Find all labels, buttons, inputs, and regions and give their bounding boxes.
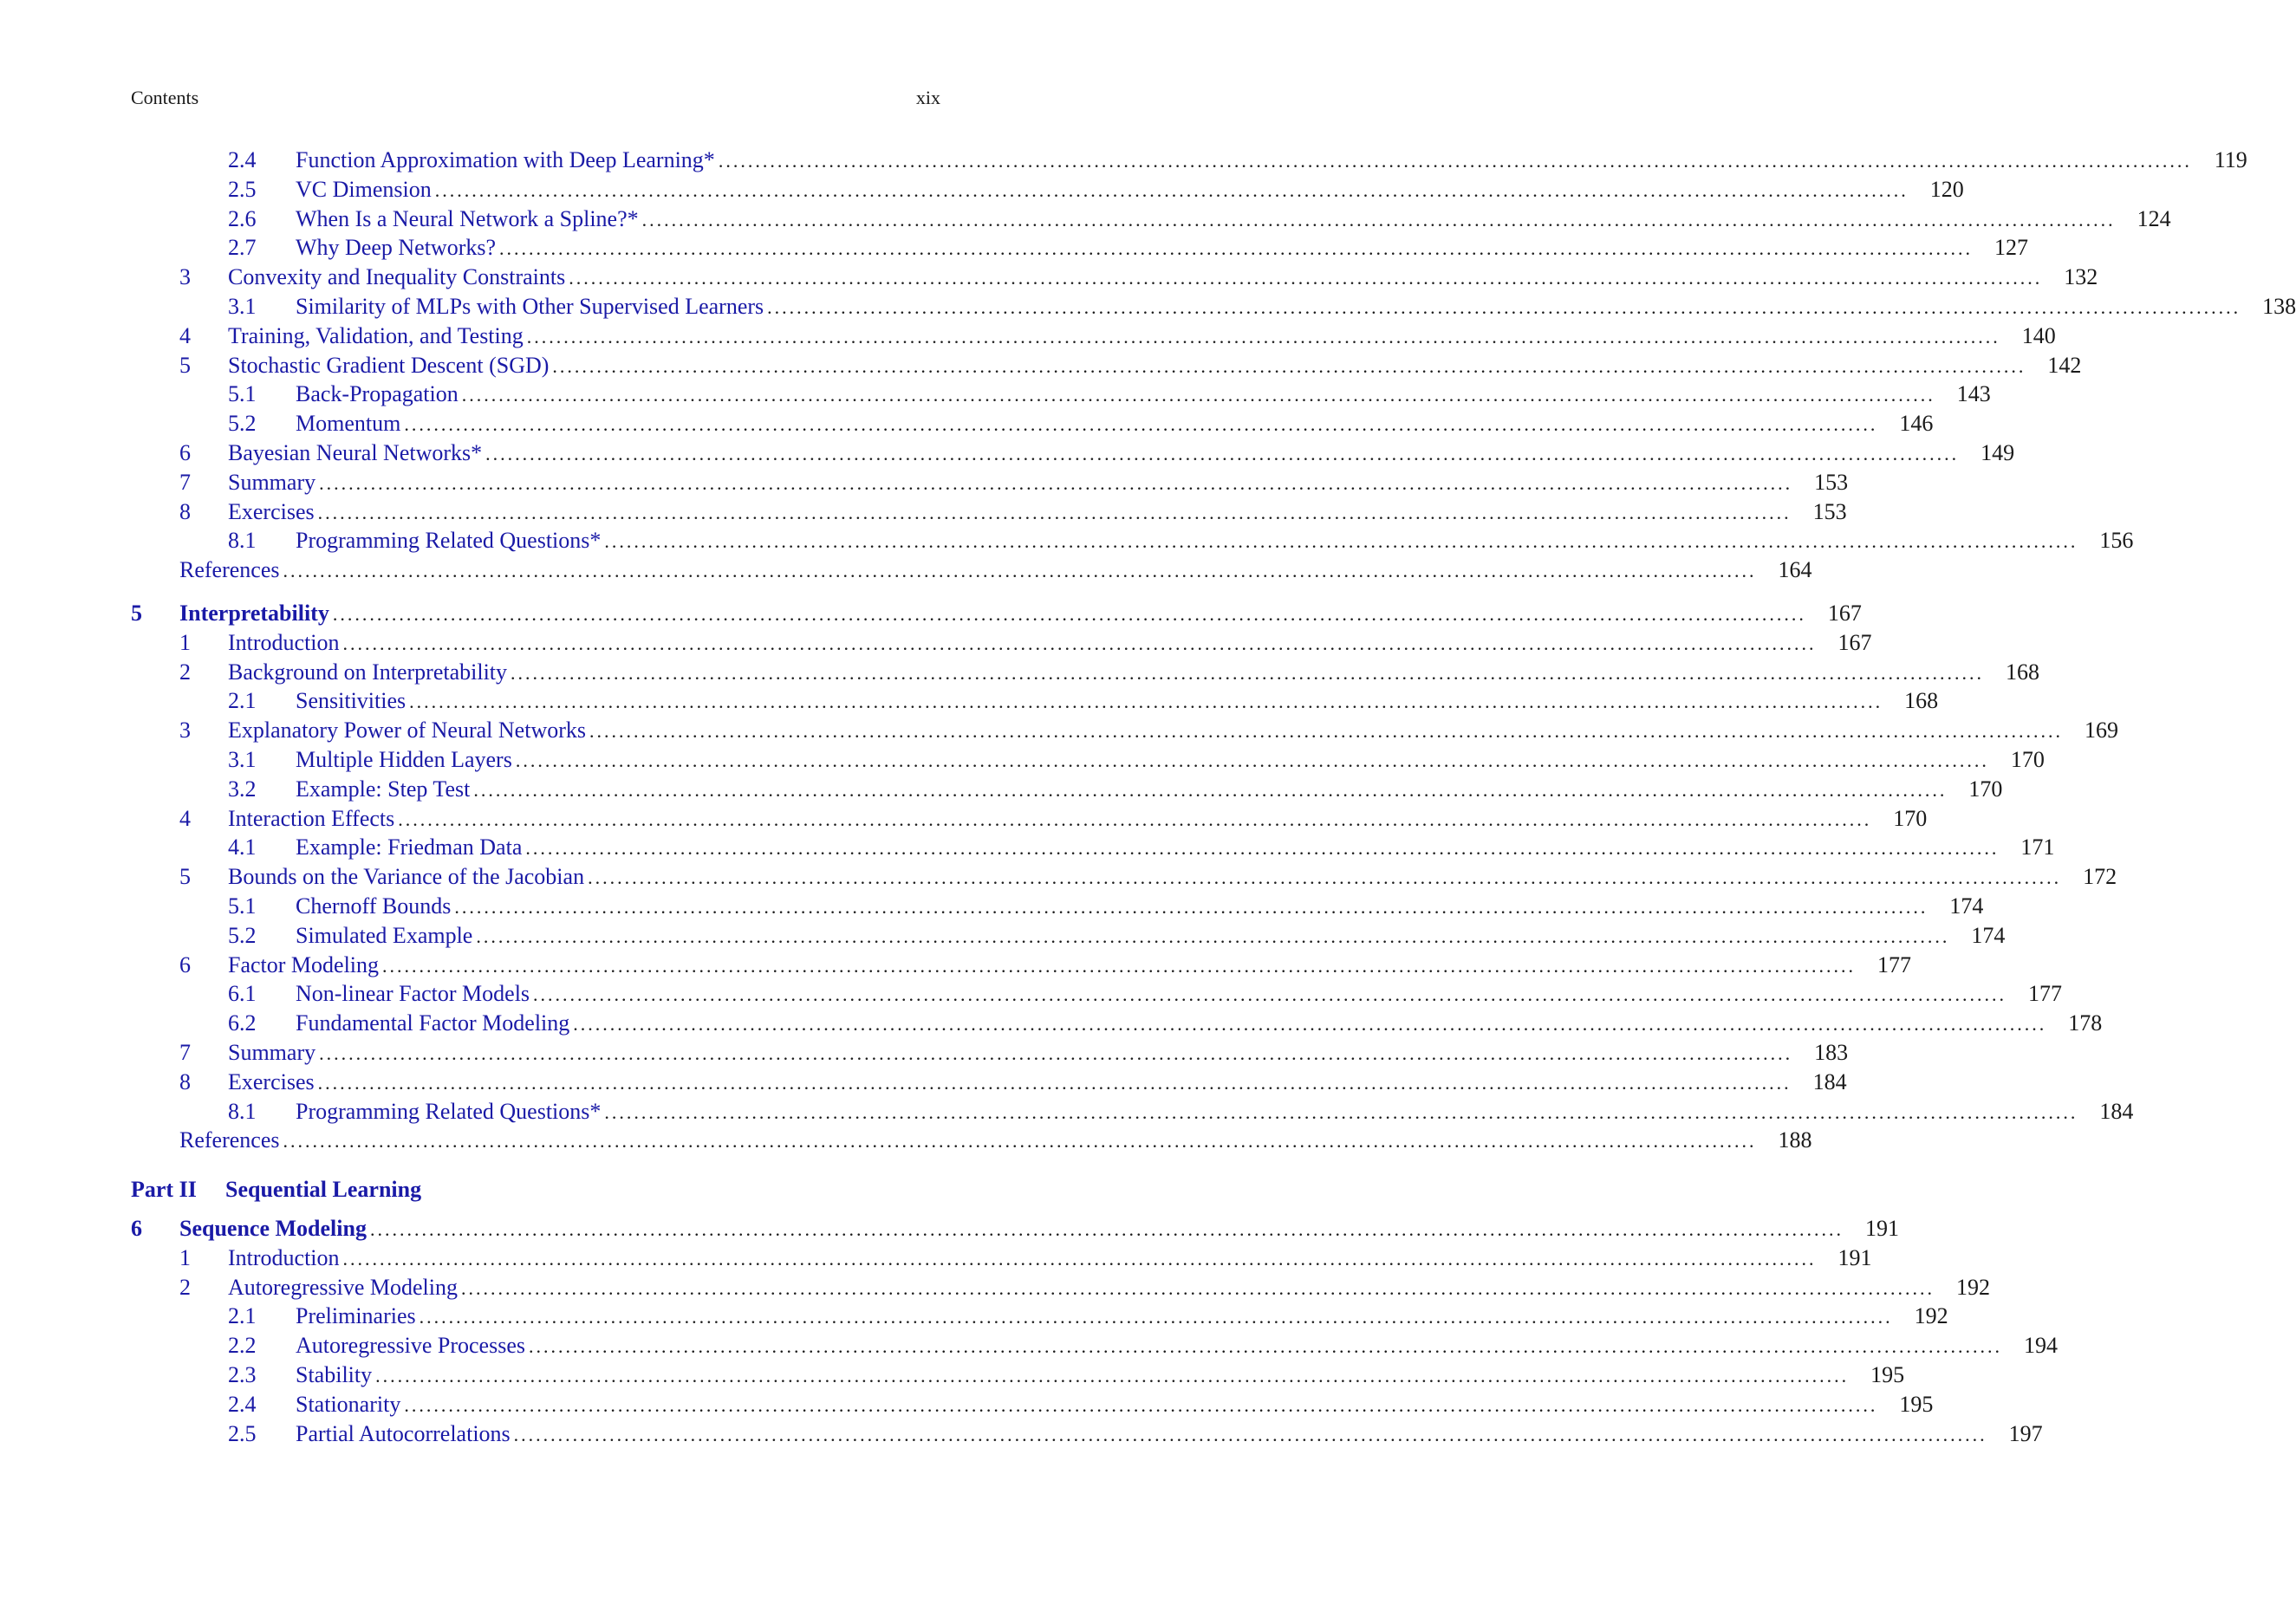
toc-entry-page: 127 bbox=[1994, 235, 2029, 261]
toc-entry-line bbox=[179, 555, 1812, 586]
dot-leader: ........................................................................................................................................................................................................ bbox=[641, 208, 2116, 231]
toc-entry[interactable] bbox=[131, 146, 2247, 175]
toc-entry-line bbox=[296, 833, 2055, 863]
toc-entry[interactable] bbox=[131, 658, 2040, 687]
dot-leader: ........................................................................................................................................................................................................ bbox=[283, 1130, 1757, 1153]
toc-entry[interactable] bbox=[131, 263, 2098, 292]
toc-entry-line bbox=[296, 146, 2247, 176]
toc-entry-page: 132 bbox=[2064, 264, 2098, 290]
toc-entry-number: 5.1 bbox=[228, 893, 257, 919]
toc-entry[interactable] bbox=[131, 628, 1872, 658]
dot-leader: ........................................................................................................................................................................................................ bbox=[573, 1013, 2047, 1036]
toc-entry-title[interactable]: Stationarity bbox=[296, 1390, 404, 1419]
toc-entry-page: 197 bbox=[2008, 1420, 2043, 1446]
toc-entry-number: 2.6 bbox=[228, 205, 257, 231]
toc-entry[interactable] bbox=[131, 438, 2015, 468]
dot-leader: ........................................................................................................................................................................................................ bbox=[515, 749, 1989, 771]
dot-leader: ........................................................................................................................................................................................................ bbox=[461, 1276, 1935, 1299]
toc-entry-number: 6.1 bbox=[228, 981, 257, 1007]
toc-entry-title[interactable]: Example: Friedman Data bbox=[296, 833, 525, 862]
dot-leader: ........................................................................................................................................................................................................ bbox=[409, 691, 1883, 713]
dot-leader: ........................................................................................................................................................................................................ bbox=[382, 954, 1857, 977]
part-label: Part II bbox=[131, 1177, 197, 1203]
toc-entry-title[interactable]: Factor Modeling bbox=[228, 951, 382, 980]
toc-entry-line bbox=[296, 921, 2006, 951]
dot-leader: ........................................................................................................................................................................................................ bbox=[473, 778, 1948, 801]
toc-entry-number: 5.2 bbox=[228, 922, 257, 948]
toc-entry-line bbox=[228, 1068, 1847, 1098]
toc-entry-page: 172 bbox=[2083, 864, 2117, 890]
toc-entry-number: 2.4 bbox=[228, 147, 257, 172]
toc-entry[interactable] bbox=[131, 292, 2296, 321]
toc-entry-title[interactable]: Summary bbox=[228, 468, 319, 497]
dot-leader: ........................................................................................................................................................................................................ bbox=[604, 1101, 2078, 1123]
toc-entry-number: 2.5 bbox=[228, 1420, 257, 1446]
toc-entry-line bbox=[228, 438, 2015, 469]
toc-entry-page: 171 bbox=[2020, 834, 2055, 860]
toc-entry-line bbox=[228, 1244, 1872, 1274]
toc-entry-page: 184 bbox=[1812, 1068, 1847, 1094]
toc-entry-number: 3.1 bbox=[228, 746, 257, 772]
toc-entry-title[interactable]: Convexity and Inequality Constraints bbox=[228, 263, 569, 292]
toc-entry[interactable] bbox=[131, 1009, 2103, 1038]
toc-entry-number: 3 bbox=[179, 264, 191, 290]
toc-entry-line bbox=[228, 468, 1849, 498]
toc-chapter-entry[interactable] bbox=[131, 1214, 1899, 1244]
toc-entry-number: 6 bbox=[131, 1216, 142, 1242]
dot-leader: ........................................................................................................................................................................................................ bbox=[454, 895, 1929, 918]
toc-entry-page: 177 bbox=[2028, 981, 2063, 1007]
dot-leader: ........................................................................................................................................................................................................ bbox=[476, 925, 1950, 947]
toc-entry-page: 169 bbox=[2085, 718, 2118, 744]
toc-entry-page: 143 bbox=[1956, 381, 1991, 407]
dot-leader: ........................................................................................................................................................................................................ bbox=[375, 1365, 1850, 1387]
toc-entry-number: 2.5 bbox=[228, 176, 257, 202]
toc-entry-number: 3 bbox=[179, 718, 191, 744]
toc-entry[interactable] bbox=[131, 1068, 1847, 1097]
dot-leader: ........................................................................................................................................................................................................ bbox=[317, 1071, 1792, 1094]
toc-entry[interactable] bbox=[131, 892, 1984, 921]
toc-entry-number: 8.1 bbox=[228, 1098, 257, 1124]
toc-entry[interactable] bbox=[131, 775, 2003, 804]
toc-entry-page: 192 bbox=[1956, 1274, 1991, 1300]
dot-leader: ........................................................................................................................................................................................................ bbox=[767, 295, 2241, 318]
part-title: Sequential Learning bbox=[225, 1177, 422, 1203]
toc-entry-page: 149 bbox=[1981, 439, 2015, 465]
toc-entry-number: 7 bbox=[179, 469, 191, 495]
dot-leader: ........................................................................................................................................................................................................ bbox=[434, 179, 1909, 201]
toc-entry-number: 3.2 bbox=[228, 776, 257, 802]
toc-entry-number: 5.1 bbox=[228, 381, 257, 407]
header-page-number: xix bbox=[915, 87, 940, 108]
toc-entry-line bbox=[296, 745, 2045, 776]
toc-entry-page: 170 bbox=[1893, 805, 1928, 831]
toc-entry[interactable] bbox=[131, 804, 1928, 834]
toc-entry-line bbox=[296, 1419, 2043, 1450]
toc-entry-title[interactable]: Exercises bbox=[228, 1068, 318, 1097]
toc-entry-page: 124 bbox=[2137, 205, 2171, 231]
toc-entry-title[interactable]: Example: Step Test bbox=[296, 775, 473, 804]
toc-entry-title[interactable]: References bbox=[179, 555, 283, 585]
toc-entry-page: 167 bbox=[1827, 600, 1862, 626]
toc-entry-title[interactable]: Fundamental Factor Modeling bbox=[296, 1009, 573, 1038]
toc-entry-page: 168 bbox=[1904, 688, 1939, 714]
toc-entry-line bbox=[228, 804, 1928, 834]
toc-entry-line bbox=[296, 292, 2296, 322]
toc-entry[interactable] bbox=[131, 351, 2082, 380]
running-header bbox=[131, 84, 940, 112]
toc-entry-title[interactable]: Interpretability bbox=[179, 599, 333, 628]
toc-entry-number: 6 bbox=[179, 439, 191, 465]
toc-entry-number: 4 bbox=[179, 805, 191, 831]
dot-leader: ........................................................................................................................................................................................................ bbox=[588, 867, 2062, 889]
toc-entry-line bbox=[228, 951, 1912, 981]
dot-leader: ........................................................................................................................................................................................................ bbox=[525, 837, 2000, 860]
toc-entry-title[interactable]: Programming Related Questions* bbox=[296, 1097, 604, 1127]
toc-entry-title[interactable]: Summary bbox=[228, 1038, 319, 1068]
part-heading[interactable] bbox=[131, 1172, 940, 1207]
dot-leader: ........................................................................................................................................................................................................ bbox=[319, 471, 1793, 494]
toc-entry-page: 174 bbox=[1949, 893, 1984, 919]
toc-entry-title[interactable]: Introduction bbox=[228, 1244, 343, 1273]
toc-entry-page: 120 bbox=[1929, 176, 1964, 202]
toc-entry-title[interactable]: Multiple Hidden Layers bbox=[296, 745, 516, 775]
toc-entry-number: 2.1 bbox=[228, 1303, 257, 1329]
toc-block-chapter6 bbox=[131, 1214, 2058, 1448]
dot-leader: ........................................................................................................................................................................................................ bbox=[589, 720, 2063, 743]
toc-entry-line bbox=[228, 658, 2040, 688]
table-of-contents bbox=[131, 146, 2296, 1448]
toc-entry-line bbox=[296, 1331, 2058, 1361]
toc-entry-number: 4 bbox=[179, 322, 191, 348]
dot-leader: ........................................................................................................................................................................................................ bbox=[369, 1218, 1844, 1241]
dot-leader: ........................................................................................................................................................................................................ bbox=[718, 150, 2192, 172]
header-section-title: Contents bbox=[131, 87, 199, 108]
toc-entry-title[interactable]: Bounds on the Variance of the Jacobian bbox=[228, 862, 588, 892]
dot-leader: ........................................................................................................................................................................................................ bbox=[513, 1423, 1987, 1445]
toc-entry-page: 191 bbox=[1837, 1244, 1872, 1270]
toc-entry[interactable] bbox=[131, 468, 1849, 497]
toc-entry-line bbox=[228, 716, 2118, 746]
toc-entry-number: 2 bbox=[179, 1274, 191, 1300]
toc-entry-page: 192 bbox=[1914, 1303, 1948, 1329]
toc-entry-line bbox=[228, 351, 2082, 381]
dot-leader: ........................................................................................................................................................................................................ bbox=[604, 530, 2078, 553]
toc-entry-line bbox=[296, 233, 2029, 263]
toc-entry-title[interactable]: References bbox=[179, 1126, 283, 1155]
toc-entry-title[interactable]: Why Deep Networks? bbox=[296, 233, 499, 263]
toc-chapter-entry[interactable] bbox=[131, 599, 1862, 628]
toc-references-entry[interactable] bbox=[131, 1126, 1812, 1155]
toc-entry-page: 140 bbox=[2021, 322, 2056, 348]
toc-entry-page: 188 bbox=[1778, 1127, 1812, 1153]
toc-entry-page: 174 bbox=[1971, 922, 2006, 948]
toc-block-chapter4-continued bbox=[131, 146, 2296, 585]
toc-references-entry[interactable] bbox=[131, 555, 1812, 585]
dot-leader: ........................................................................................................................................................................................................ bbox=[529, 1335, 2002, 1358]
toc-entry[interactable] bbox=[131, 497, 1847, 527]
spacer bbox=[131, 585, 940, 599]
toc-entry-line bbox=[296, 892, 1984, 922]
toc-entry-title[interactable]: VC Dimension bbox=[296, 175, 435, 205]
toc-entry-title[interactable]: Introduction bbox=[228, 628, 343, 658]
dot-leader: ........................................................................................................................................................................................................ bbox=[404, 413, 1878, 436]
dot-leader: ........................................................................................................................................................................................................ bbox=[511, 661, 1985, 684]
toc-entry[interactable] bbox=[131, 1302, 1948, 1331]
toc-entry-line bbox=[296, 175, 1964, 205]
toc-entry-line bbox=[296, 409, 1934, 439]
toc-entry-line bbox=[179, 599, 1862, 629]
toc-entry-number: 2.2 bbox=[228, 1333, 257, 1359]
toc-entry-page: 168 bbox=[2006, 659, 2040, 685]
toc-entry-title[interactable]: Partial Autocorrelations bbox=[296, 1419, 514, 1449]
toc-entry[interactable] bbox=[131, 951, 1912, 980]
toc-entry-number: 8.1 bbox=[228, 528, 257, 554]
toc-entry-title[interactable]: Preliminaries bbox=[296, 1302, 420, 1331]
toc-entry-line bbox=[179, 1126, 1812, 1156]
toc-entry-line bbox=[228, 497, 1847, 528]
toc-entry-line bbox=[296, 1360, 1905, 1391]
toc-entry-number: 6 bbox=[179, 951, 191, 977]
dot-leader: ........................................................................................................................................................................................................ bbox=[419, 1306, 1893, 1328]
toc-entry-page: 156 bbox=[2099, 528, 2134, 554]
toc-entry-line bbox=[296, 979, 2063, 1010]
toc-entry-title[interactable]: Stability bbox=[296, 1360, 375, 1390]
toc-entry-page: 178 bbox=[2068, 1010, 2103, 1036]
toc-entry-line bbox=[228, 1038, 1849, 1068]
toc-entry-number: 3.1 bbox=[228, 293, 257, 319]
toc-entry-line bbox=[228, 862, 2117, 893]
toc-entry-number: 5.2 bbox=[228, 411, 257, 437]
toc-entry-page: 119 bbox=[2214, 147, 2247, 172]
toc-entry-page: 153 bbox=[1814, 469, 1849, 495]
toc-entry[interactable] bbox=[131, 1097, 2134, 1127]
toc-entry-title[interactable]: Programming Related Questions* bbox=[296, 526, 604, 555]
toc-entry[interactable] bbox=[131, 175, 1964, 205]
toc-entry-title[interactable]: Sensitivities bbox=[296, 686, 409, 716]
dot-leader: ........................................................................................................................................................................................................ bbox=[404, 1393, 1878, 1416]
toc-entry-title[interactable]: Non-linear Factor Models bbox=[296, 979, 533, 1009]
toc-entry-number: 5 bbox=[179, 352, 191, 378]
toc-entry-title[interactable]: Stochastic Gradient Descent (SGD) bbox=[228, 351, 552, 380]
toc-entry-page: 170 bbox=[1968, 776, 2003, 802]
toc-entry[interactable] bbox=[131, 380, 1991, 409]
toc-block-chapter5 bbox=[131, 599, 2134, 1155]
dot-leader: ........................................................................................................................................................................................................ bbox=[526, 325, 2000, 347]
toc-entry[interactable] bbox=[131, 1273, 1991, 1302]
toc-entry-number: 2.1 bbox=[228, 688, 257, 714]
toc-entry-title[interactable]: Explanatory Power of Neural Networks bbox=[228, 716, 589, 745]
toc-entry-page: 164 bbox=[1778, 557, 1812, 583]
toc-entry[interactable] bbox=[131, 1244, 1872, 1273]
toc-entry-line bbox=[296, 686, 1939, 717]
dot-leader: ........................................................................................................................................................................................................ bbox=[569, 267, 2043, 289]
dot-leader: ........................................................................................................................................................................................................ bbox=[342, 1247, 1817, 1270]
toc-entry-title[interactable]: Exercises bbox=[228, 497, 318, 527]
toc-entry[interactable] bbox=[131, 526, 2134, 555]
toc-entry-number: 7 bbox=[179, 1039, 191, 1065]
toc-entry-page: 138 bbox=[2262, 293, 2296, 319]
toc-entry-number: 8 bbox=[179, 498, 191, 524]
toc-entry-title[interactable]: Interaction Effects bbox=[228, 804, 398, 834]
toc-entry-page: 142 bbox=[2047, 352, 2082, 378]
dot-leader: ........................................................................................................................................................................................................ bbox=[319, 1042, 1793, 1064]
toc-entry-line bbox=[296, 1097, 2134, 1127]
toc-entry[interactable] bbox=[131, 321, 2056, 351]
toc-entry-line bbox=[296, 526, 2134, 556]
toc-entry-line bbox=[179, 1214, 1899, 1244]
spacer bbox=[131, 1155, 940, 1172]
toc-entry[interactable] bbox=[131, 921, 2006, 951]
toc-entry-page: 153 bbox=[1812, 498, 1847, 524]
toc-entry[interactable] bbox=[131, 979, 2063, 1009]
toc-entry-title[interactable]: Autoregressive Modeling bbox=[228, 1273, 461, 1302]
toc-entry-title[interactable]: Training, Validation, and Testing bbox=[228, 321, 527, 351]
toc-entry-title[interactable]: Sequence Modeling bbox=[179, 1214, 370, 1244]
toc-entry-number: 1 bbox=[179, 629, 191, 655]
dot-leader: ........................................................................................................................................................................................................ bbox=[461, 384, 1935, 406]
toc-entry[interactable] bbox=[131, 833, 2055, 862]
toc-entry-number: 8 bbox=[179, 1068, 191, 1094]
toc-entry-number: 2.7 bbox=[228, 235, 257, 261]
toc-entry-line bbox=[228, 321, 2056, 352]
dot-leader: ........................................................................................................................................................................................................ bbox=[398, 808, 1872, 830]
toc-entry-number: 5 bbox=[131, 600, 142, 626]
toc-entry-page: 183 bbox=[1814, 1039, 1849, 1065]
toc-entry-number: 2 bbox=[179, 659, 191, 685]
dot-leader: ........................................................................................................................................................................................................ bbox=[499, 237, 1974, 260]
toc-entry-page: 195 bbox=[1870, 1362, 1905, 1388]
toc-entry-page: 177 bbox=[1877, 951, 1912, 977]
toc-entry-page: 170 bbox=[2010, 746, 2045, 772]
toc-entry-title[interactable]: Autoregressive Processes bbox=[296, 1331, 529, 1360]
toc-entry-page: 167 bbox=[1837, 629, 1872, 655]
toc-entry-number: 5 bbox=[179, 864, 191, 890]
toc-entry-number: 2.3 bbox=[228, 1362, 257, 1388]
dot-leader: ........................................................................................................................................................................................................ bbox=[317, 501, 1792, 523]
toc-entry-page: 146 bbox=[1899, 411, 1934, 437]
toc-entry[interactable] bbox=[131, 1038, 1849, 1068]
toc-entry-page: 194 bbox=[2024, 1333, 2058, 1359]
toc-entry-title[interactable]: Similarity of MLPs with Other Supervised Learners bbox=[296, 292, 767, 321]
toc-entry-line bbox=[296, 1390, 1934, 1420]
toc-entry-title[interactable]: Momentum bbox=[296, 409, 404, 438]
toc-entry-page: 184 bbox=[2099, 1098, 2134, 1124]
toc-entry-line bbox=[296, 380, 1991, 410]
toc-entry-title[interactable]: Bayesian Neural Networks* bbox=[228, 438, 485, 468]
toc-entry-title[interactable]: Chernoff Bounds bbox=[296, 892, 454, 921]
toc-entry[interactable] bbox=[131, 1360, 1905, 1390]
spacer bbox=[131, 1207, 940, 1214]
toc-entry-page: 191 bbox=[1864, 1216, 1899, 1242]
toc-entry[interactable] bbox=[131, 233, 2029, 263]
toc-entry[interactable] bbox=[131, 862, 2117, 892]
dot-leader: ........................................................................................................................................................................................................ bbox=[342, 632, 1817, 654]
dot-leader: ........................................................................................................................................................................................................ bbox=[533, 984, 2007, 1006]
toc-entry-title[interactable]: Back-Propagation bbox=[296, 380, 462, 409]
toc-entry[interactable] bbox=[131, 716, 2118, 745]
dot-leader: ........................................................................................................................................................................................................ bbox=[283, 560, 1757, 582]
toc-entry-number: 4.1 bbox=[228, 834, 257, 860]
toc-entry[interactable] bbox=[131, 205, 2171, 234]
toc-entry[interactable] bbox=[131, 409, 1934, 438]
toc-entry[interactable] bbox=[131, 745, 2045, 775]
toc-entry-number: 1 bbox=[179, 1244, 191, 1270]
toc-entry-title[interactable]: Background on Interpretability bbox=[228, 658, 511, 687]
toc-entry-line bbox=[228, 628, 1872, 659]
toc-entry-title[interactable]: Simulated Example bbox=[296, 921, 476, 951]
toc-entry-line bbox=[296, 775, 2003, 805]
dot-leader: ........................................................................................................................................................................................................ bbox=[485, 442, 1960, 464]
toc-entry-page: 195 bbox=[1899, 1391, 1934, 1417]
toc-entry-line bbox=[228, 263, 2098, 293]
toc-entry[interactable] bbox=[131, 1331, 2058, 1360]
dot-leader: ........................................................................................................................................................................................................ bbox=[332, 602, 1806, 625]
toc-entry[interactable] bbox=[131, 1419, 2043, 1449]
toc-entry[interactable] bbox=[131, 686, 1939, 716]
toc-entry-title[interactable]: When Is a Neural Network a Spline?* bbox=[296, 205, 642, 234]
toc-entry[interactable] bbox=[131, 1390, 1934, 1419]
toc-entry-line bbox=[228, 1273, 1991, 1303]
toc-entry-line bbox=[296, 1302, 1948, 1332]
toc-entry-line bbox=[296, 1009, 2103, 1039]
toc-entry-number: 2.4 bbox=[228, 1391, 257, 1417]
dot-leader: ........................................................................................................................................................................................................ bbox=[552, 354, 2026, 377]
toc-entry-number: 6.2 bbox=[228, 1010, 257, 1036]
toc-entry-title[interactable]: Function Approximation with Deep Learning* bbox=[296, 146, 719, 175]
toc-entry-line bbox=[296, 205, 2171, 235]
